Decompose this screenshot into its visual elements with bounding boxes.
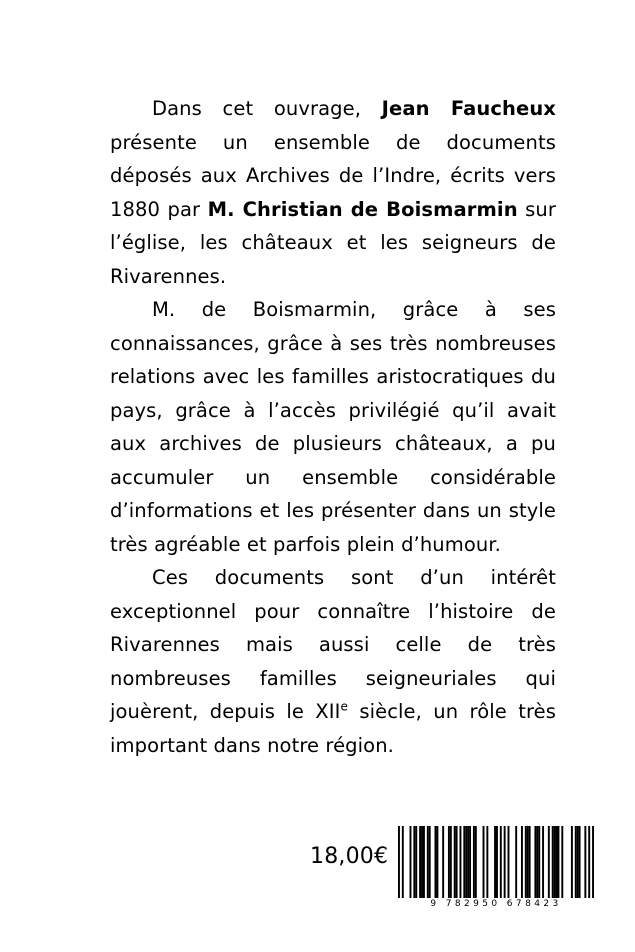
barcode: [398, 826, 594, 926]
price-label: 18,00€: [310, 844, 389, 869]
ordinal-suffix: e: [340, 699, 348, 714]
blurb-paragraph-2: [110, 293, 556, 561]
blurb-paragraph-3: [110, 561, 556, 762]
blurb-p1-seg-1: Dans cet ouvrage,: [152, 97, 382, 120]
blurb-p3-seg-3: siècle, un rôle très important dans notre région.: [110, 700, 556, 757]
blurb-paragraph-1: [110, 92, 556, 293]
blurb-p1-seg-3: présente un ensemble de documents déposés aux Archives de l’Indre, écrits vers 1880 par: [110, 130, 556, 221]
author-name-christian-de-boismarmin: M. Christian de Boismarmin: [207, 197, 518, 221]
barcode-bars: [398, 826, 594, 898]
author-name-jean-faucheux: Jean Faucheux: [381, 97, 556, 120]
blurb-text-block: [110, 92, 556, 762]
blurb-p2-seg-1: M. de Boismarmin, grâce à ses connaissances, grâce à ses très nombreuses relations avec les familles aristocratiques du pays, grâce à l’accès privilégié qu’il avait aux archives de plusieurs châteaux, a pu accumuler un ensemble considérable d’informations et les présenter dans un style très agréable et parfois plein d’humour.: [110, 298, 556, 556]
blurb-p3-seg-1: Ces documents sont d’un intérêt exceptionnel pour connaître l’histoire de Rivarennes mais aussi celle de très nombreuses familles seigneuriales qui jouèrent, depuis le XII: [110, 566, 556, 723]
blurb-p1-seg-5: sur l’église, les châteaux et les seigneurs de Rivarennes.: [110, 197, 556, 288]
footer-area: [0, 826, 635, 926]
barcode-digits: 9 782950 678423: [430, 899, 562, 909]
